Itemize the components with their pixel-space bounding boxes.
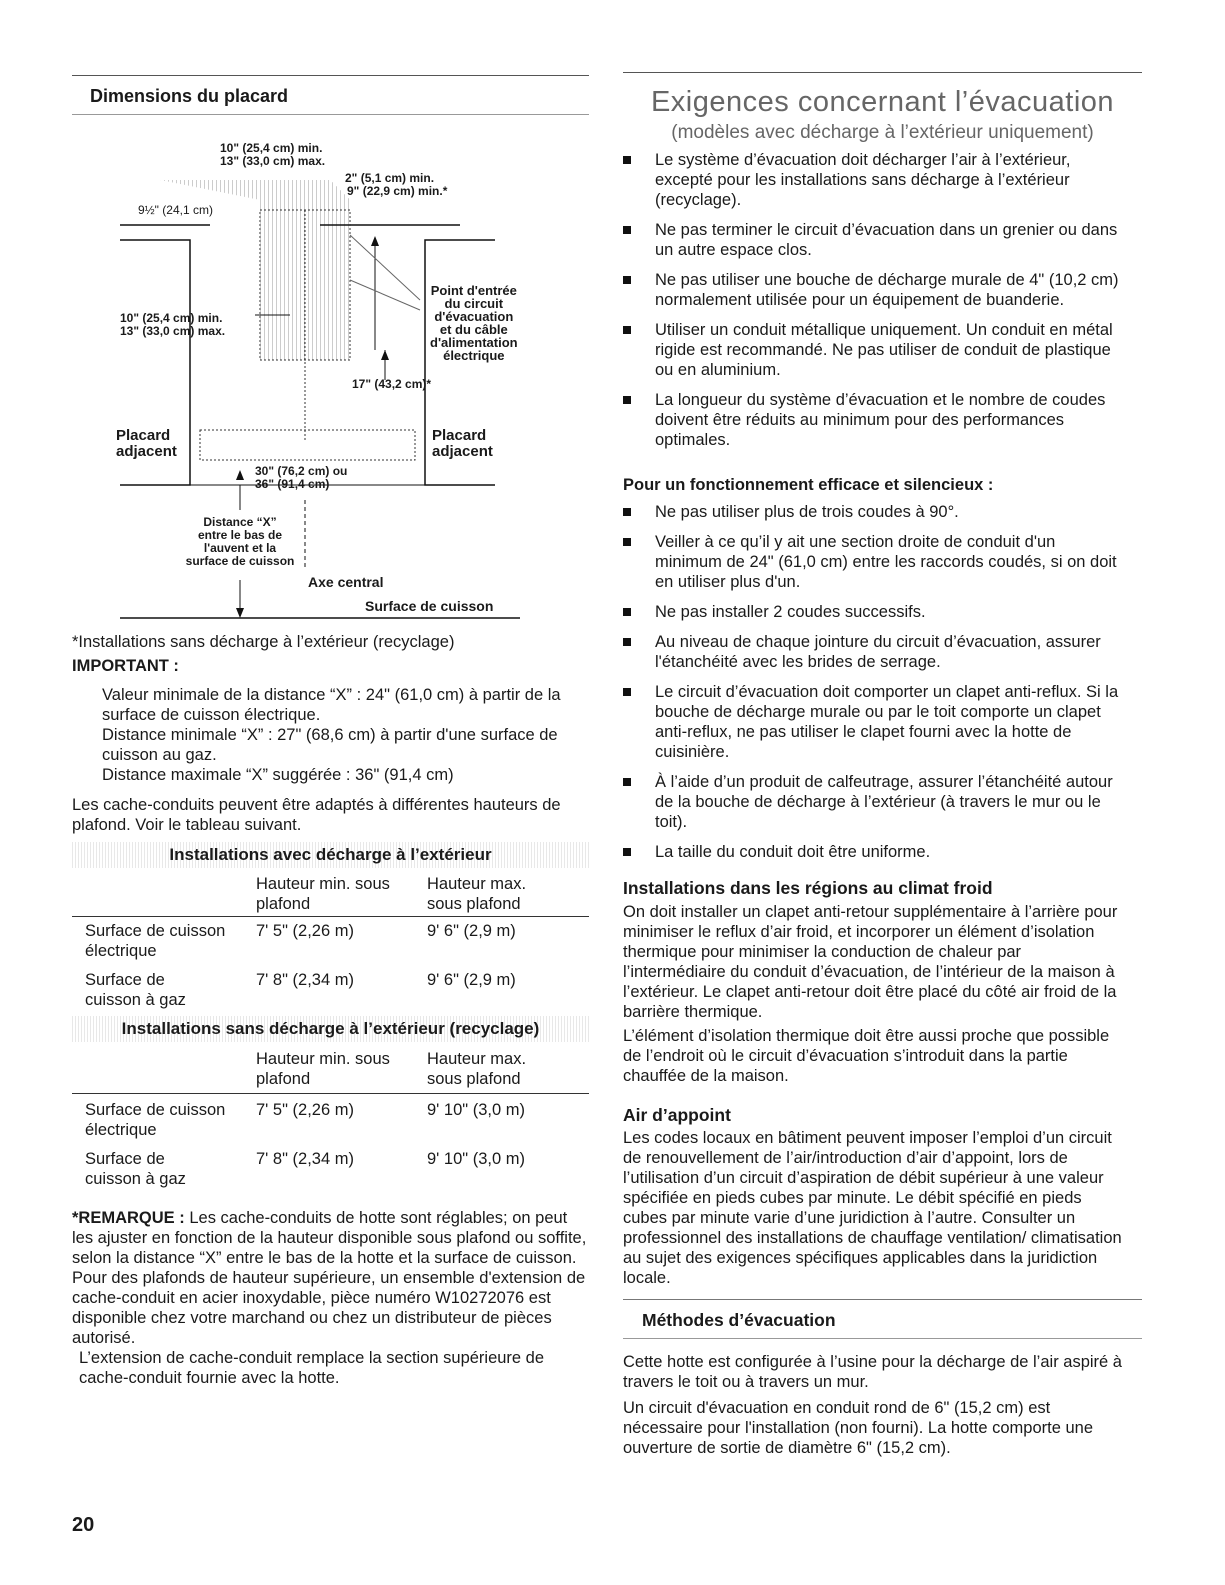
methods-paragraph-1: Cette hotte est configurée à l’usine pour la décharge de l’air aspiré à travers le toit ou à travers un mur. (623, 1353, 1122, 1391)
table2-header-rule (72, 1093, 589, 1094)
entry-line-6: électrique (443, 348, 505, 363)
bullet-list-2 (623, 502, 1123, 872)
side-dim-min: 10" (25,4 cm) min. (120, 311, 223, 325)
entry-line-2: du circuit (444, 296, 504, 311)
footnote-recyclage: *Installations sans décharge à l’extérieur (recyclage) (72, 633, 455, 651)
dist-x-3: l'auvent et la (203, 541, 277, 555)
air-paragraph: Les codes locaux en bâtiment peuvent imposer l’emploi d’un circuit de renouvellement de l’air/introduction d’air d’appoint, lors de l’utilisation d’un circuit d’aspiration de débit supérieur à une valeur spécifiée en pieds cubes par minute. Le débit spécifié en pieds cubes par minute varie d’une juridiction à l’autre. Consulter un professionnel des installations de chauffage ventilation/ climatisation au sujet des exigences spécifiques applicables dans la juridiction locale. (623, 1129, 1122, 1287)
placard-left-1: Placard (116, 427, 171, 444)
table1-header-rule (72, 916, 589, 917)
table1-row2-min: 7' 8" (2,34 m) (256, 971, 354, 989)
important-label: IMPORTANT : (72, 657, 179, 675)
entry-line-5: d'alimentation (430, 335, 518, 350)
top-dim-min: 10" (25,4 cm) min. (220, 141, 323, 155)
table1-row2-max: 9' 6" (2,9 m) (427, 971, 516, 989)
bullet-item: Veiller à ce qu’il y ait une section droite de conduit d'un minimum de 24" (61,0 cm) entre les raccords coudés, si on doit en utiliser plus d'un. (623, 532, 1123, 592)
table2-row2-label: Surface de cuisson à gaz (85, 1150, 186, 1188)
remarque-paragraph-2: L’extension de cache-conduit remplace la section supérieure de cache-conduit fournie avec la hotte. (79, 1349, 545, 1387)
cabinet-diagram (100, 140, 550, 620)
remarque-paragraph (72, 1208, 587, 1348)
right-title: Exigences concernant l’évacuation (650, 86, 1115, 118)
dim-36in: 36" (91,4 cm) (255, 477, 330, 491)
bullet-item: La longueur du système d’évacuation et le nombre de coudes doivent être réduits au minimum pour des performances optimales. (623, 390, 1123, 450)
placard-right-1: Placard (432, 427, 487, 444)
placard-right-2: adjacent (432, 443, 493, 460)
table1-title: Installations avec décharge à l’extérieur (72, 842, 589, 868)
table2-row1-min: 7' 5" (2,26 m) (256, 1101, 354, 1119)
axe-central-label: Axe central (308, 574, 384, 590)
top-rule-left (72, 75, 589, 76)
table2-col2-header: Hauteur max. sous plafond (427, 1050, 527, 1088)
bullet-list-1 (623, 150, 1123, 460)
table1-row2-label: Surface de cuisson à gaz (85, 971, 186, 1009)
important-line-2: Distance minimale “X” : 27" (68,6 cm) à partir d'une surface de cuisson au gaz. (102, 726, 558, 764)
side-dim-max: 13" (33,0 cm) max. (120, 324, 226, 338)
table1-col1-header: Hauteur min. sous plafond (256, 875, 390, 913)
cache-conduits-text: Les cache-conduits peuvent être adaptés à différentes hauteurs de plafond. Voir le tableau suivant. (72, 796, 561, 834)
important-line-3: Distance maximale “X” suggérée : 36" (91,4 cm) (102, 766, 454, 784)
bullet-item: Ne pas utiliser plus de trois coudes à 90°. (623, 502, 1123, 522)
entry-line-3: d'évacuation (434, 309, 514, 324)
top-rule-right (623, 72, 1142, 73)
table2-row1-max: 9' 10" (3,0 m) (427, 1101, 525, 1119)
dim-9in: 9" (22,9 cm) min.* (347, 184, 448, 198)
important-line-1: Valeur minimale de la distance “X” : 24" (61,0 cm) à partir de la surface de cuisson électrique. (102, 686, 561, 724)
bullet-item: Le circuit d’évacuation doit comporter un clapet anti-reflux. Si la bouche de décharge murale ou par le toit comporte un clapet anti-reflux, ne pas utiliser le clapet fourni avec la hotte de cuisinière. (623, 682, 1123, 762)
remarque-text: Les cache-conduits de hotte sont réglables; on peut les ajuster en fonction de la hauteur disponible sous plafond ou soffite, selon la distance “X” entre le bas de la hotte et la surface de cuisson. Pour des plafonds de hauteur supérieure, un ensemble d'extension de cache-conduit en acier inoxydable, pièce numéro W10272076 est disponible chez votre marchand ou chez un distributeur de pièces autorisé. (72, 1209, 587, 1347)
table1-row1-min: 7' 5" (2,26 m) (256, 922, 354, 940)
table2-title: Installations sans décharge à l’extérieur (recyclage) (72, 1016, 589, 1042)
air-title: Air d’appoint (623, 1105, 731, 1125)
dim-9half: 9½" (24,1 cm) (138, 203, 213, 217)
dim-2in: 2" (5,1 cm) min. (345, 171, 435, 185)
dist-x-1: Distance “X” (203, 515, 277, 529)
table2-row2-max: 9' 10" (3,0 m) (427, 1150, 525, 1168)
methods-under-rule (623, 1338, 1142, 1339)
cold-paragraph-2: L’élément d’isolation thermique doit être aussi proche que possible de l’endroit où le circuit d’évacuation s’introduit dans la partie chauffée de la maison. (623, 1027, 1110, 1085)
subhead-efficace: Pour un fonctionnement efficace et silencieux : (623, 476, 994, 494)
surface-cuisson-label: Surface de cuisson (365, 598, 494, 614)
bullet-item: Ne pas utiliser une bouche de décharge murale de 4" (10,2 cm) normalement utilisée pour un équipement de buanderie. (623, 270, 1123, 310)
section-title-dimensions: Dimensions du placard (90, 86, 289, 106)
bullet-item: La taille du conduit doit être uniforme. (623, 842, 1123, 862)
methods-paragraph-2: Un circuit d'évacuation en conduit rond de 6" (15,2 cm) est nécessaire pour l'installation (non fourni). La hotte comporte une ouverture de sortie de diamètre 6" (15,2 cm). (623, 1399, 1094, 1457)
dim-17in: 17" (43,2 cm)* (352, 377, 432, 391)
table2-col1-header: Hauteur min. sous plafond (256, 1050, 390, 1088)
important-block (102, 685, 587, 785)
cold-title: Installations dans les régions au climat froid (623, 878, 993, 898)
bullet-item: Au niveau de chaque jointure du circuit d’évacuation, assurer l'étanchéité avec les brides de serrage. (623, 632, 1123, 672)
methods-top-rule (623, 1299, 1142, 1300)
entry-line-4: et du câble (439, 322, 508, 337)
placard-left-2: adjacent (116, 443, 177, 460)
methods-title: Méthodes d’évacuation (642, 1310, 836, 1330)
section-title-underline (72, 114, 589, 115)
dist-x-2: entre le bas de (197, 528, 283, 542)
top-dim-max: 13" (33,0 cm) max. (220, 154, 326, 168)
dist-x-4: surface de cuisson (185, 554, 295, 568)
bullet-item: Le système d’évacuation doit décharger l’air à l’extérieur, excepté pour les installations sans décharge à l’extérieur (recyclage). (623, 150, 1123, 210)
cold-paragraph-1: On doit installer un clapet anti-retour supplémentaire à l’arrière pour minimiser le reflux d’air froid, et incorporer un élément d’isolation thermique pour minimiser la conduction de chaleur par l’intermédiaire du conduit d’évacuation, de l’intérieur de la maison à l’extérieur. Le clapet anti-retour doit être placé du côté air froid de la barrière thermique. (623, 903, 1118, 1021)
page-number: 20 (72, 1514, 95, 1536)
right-subtitle: (modèles avec décharge à l’extérieur uniquement) (671, 122, 1094, 143)
table1-row1-label: Surface de cuisson électrique (85, 922, 226, 960)
hood-outline (200, 430, 415, 460)
entry-line-1: Point d'entrée (430, 283, 517, 298)
bullet-item: Ne pas terminer le circuit d’évacuation dans un grenier ou dans un autre espace clos. (623, 220, 1123, 260)
table1-row1-max: 9' 6" (2,9 m) (427, 922, 516, 940)
dim-30in: 30" (76,2 cm) ou (255, 464, 348, 478)
table1-col2-header: Hauteur max. sous plafond (427, 875, 527, 913)
bullet-item: Ne pas installer 2 coudes successifs. (623, 602, 1123, 622)
table2-row2-min: 7' 8" (2,34 m) (256, 1150, 354, 1168)
bullet-item: À l’aide d’un produit de calfeutrage, assurer l’étanchéité autour de la bouche de décharge à l’extérieur (à travers le mur ou le toit). (623, 772, 1123, 832)
remarque-label: *REMARQUE : (72, 1209, 185, 1227)
table2-row1-label: Surface de cuisson électrique (85, 1101, 226, 1139)
bullet-item: Utiliser un conduit métallique uniquement. Un conduit en métal rigide est recommandé. Ne pas utiliser de conduit de plastique ou en aluminium. (623, 320, 1123, 380)
